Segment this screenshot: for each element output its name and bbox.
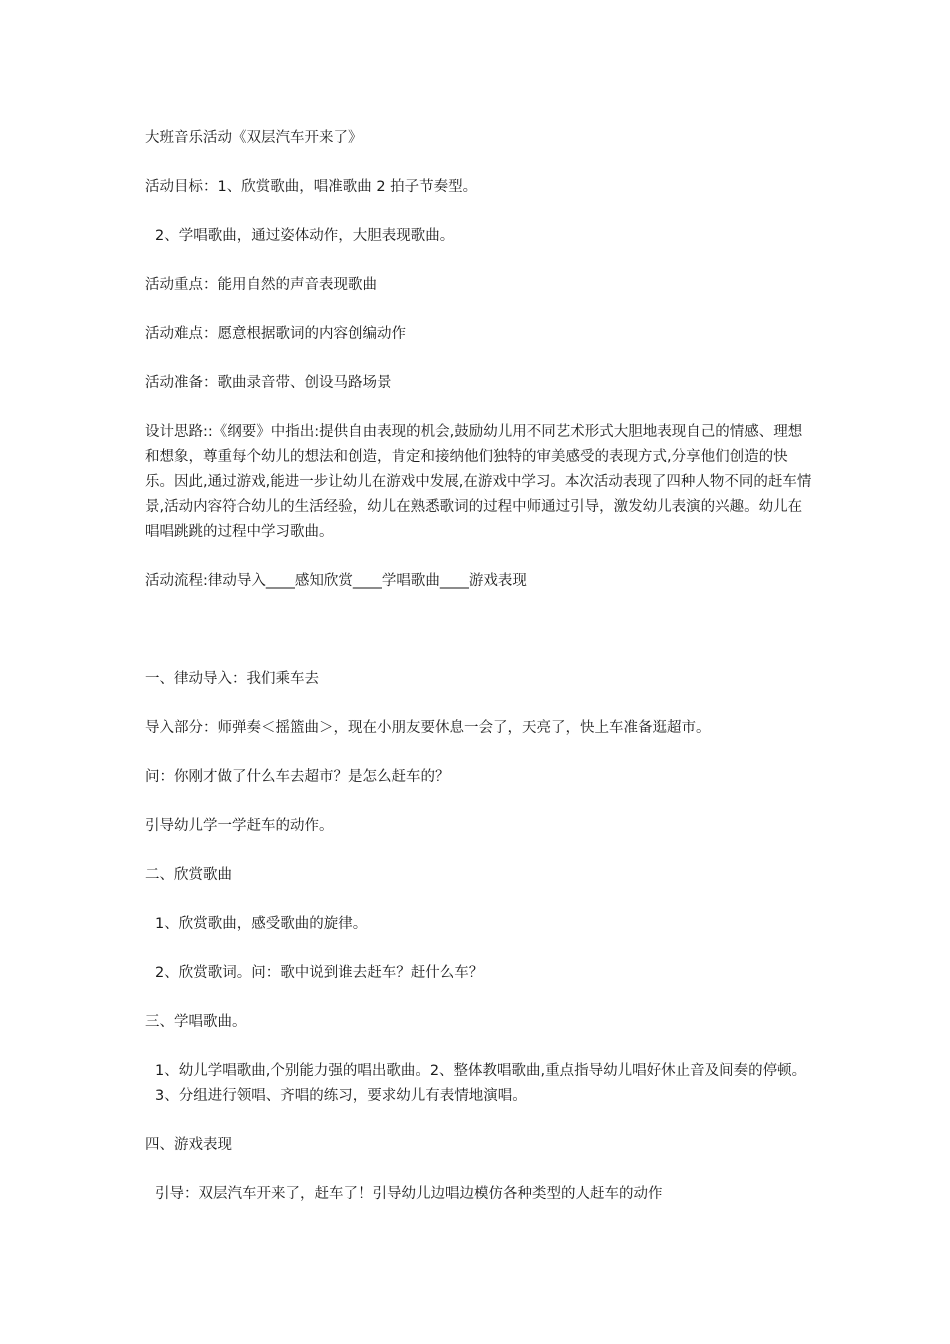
section-1-guide: 引导幼儿学一学赶车的动作。	[145, 818, 334, 834]
activity-goal-1: 活动目标：1、欣赏歌曲，唱准歌曲 2 拍子节奏型。	[145, 179, 478, 195]
document-title: 大班音乐活动《双层汽车开来了》	[145, 130, 363, 146]
document-page	[145, 126, 813, 1231]
section-3-heading: 三、学唱歌曲。	[145, 1014, 247, 1030]
section-4-body: 引导：双层汽车开来了，赶车了！引导幼儿边唱边模仿各种类型的人赶车的动作	[155, 1186, 663, 1202]
activity-flow: 活动流程:律动导入____感知欣赏____学唱歌曲____游戏表现	[145, 573, 527, 589]
section-2-heading: 二、欣赏歌曲	[145, 867, 232, 883]
design-rationale: 设计思路::《纲要》中指出:提供自由表现的机会,鼓励幼儿用不同艺术形式大胆地表现自己的情感、理想和想象，尊重每个幼儿的想法和创造，肯定和接纳他们独特的审美感受的表现方式,分享他们创造的快乐。因此,通过游戏,能进一步让幼儿在游戏中发展,在游戏中学习。本次活动表现了四种人物不同的赶车情景,活动内容符合幼儿的生活经验，幼儿在熟悉歌词的过程中师通过引导，激发幼儿表演的兴趣。幼儿在唱唱跳跳的过程中学习歌曲。	[145, 424, 812, 540]
activity-preparation: 活动准备：歌曲录音带、创设马路场景	[145, 375, 392, 391]
activity-key-point: 活动重点：能用自然的声音表现歌曲	[145, 277, 377, 293]
section-1-question: 问：你刚才做了什么车去超市？是怎么赶车的？	[145, 769, 450, 785]
section-1-heading: 一、律动导入：我们乘车去	[145, 671, 319, 687]
activity-goal-2: 2、学唱歌曲，通过姿体动作，大胆表现歌曲。	[155, 228, 455, 244]
section-2-item-1: 1、欣赏歌曲，感受歌曲的旋律。	[155, 916, 368, 932]
section-1-intro: 导入部分：师弹奏＜摇篮曲＞，现在小朋友要休息一会了，天亮了，快上车准备逛超市。	[145, 720, 711, 736]
section-3-body: 1、幼儿学唱歌曲,个别能力强的唱出歌曲。2、整体教唱歌曲,重点指导幼儿唱好休止音及间奏的停顿。3、分组进行领唱、齐唱的练习，要求幼儿有表情地演唱。	[155, 1063, 807, 1104]
section-2-item-2: 2、欣赏歌词。问：歌中说到谁去赶车？赶什么车？	[155, 965, 484, 981]
activity-difficulty: 活动难点：愿意根据歌词的内容创编动作	[145, 326, 406, 342]
section-4-heading: 四、游戏表现	[145, 1137, 232, 1153]
section-spacer	[145, 618, 813, 667]
